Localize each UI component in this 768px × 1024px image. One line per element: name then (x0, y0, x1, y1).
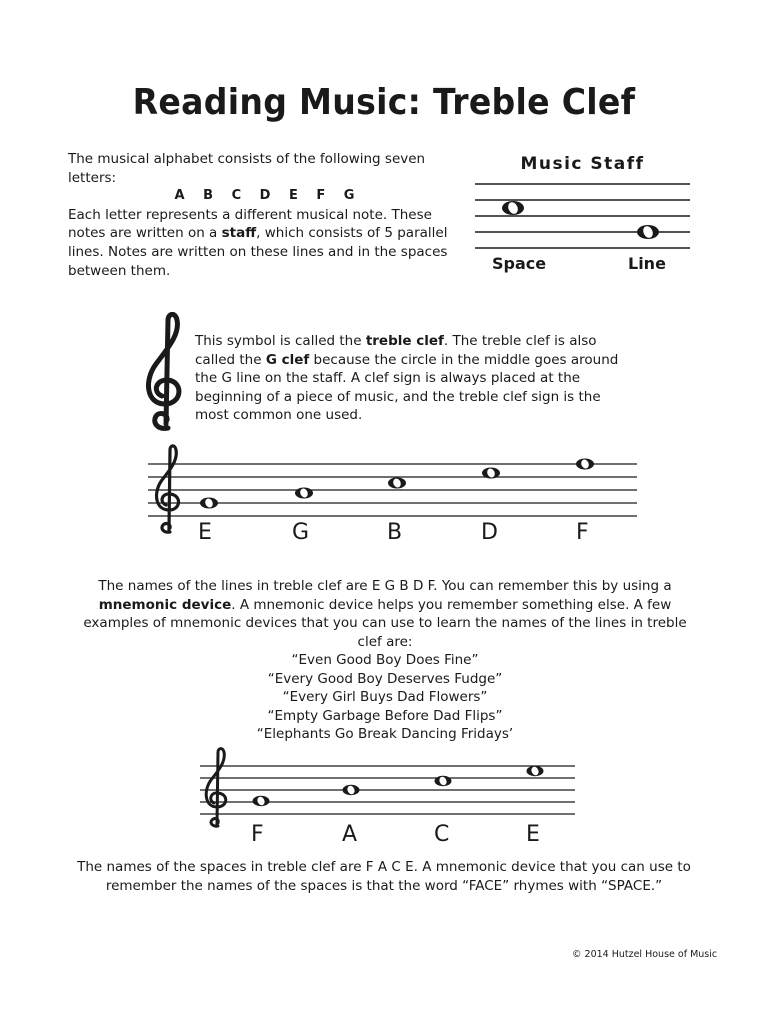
spaces-staff (190, 744, 580, 829)
line-label: Line (628, 254, 666, 273)
line-note-label: F (576, 520, 589, 545)
note-g (295, 487, 313, 498)
note-c (435, 776, 452, 787)
note-e (527, 766, 544, 777)
mnemonic-item: “Every Good Boy Deserves Fudge” (267, 670, 503, 687)
intro-paragraph (68, 150, 448, 280)
treble-clef-icon (157, 446, 179, 532)
intro-text-a: Each letter represents a different musical note. These notes are written on a (68, 206, 432, 242)
line-note-label: E (198, 520, 212, 545)
space-note (502, 201, 524, 216)
mnemonic-term: mnemonic device (98, 596, 232, 613)
mnemonic-item: “Empty Garbage Before Dad Flips” (267, 707, 503, 724)
clef-treble-term: treble clef (365, 333, 444, 349)
line-note-label: G (292, 520, 310, 545)
space-note-label: A (342, 822, 358, 847)
mnemonic-item: “Every Girl Buys Dad Flowers” (282, 689, 488, 706)
music-staff-diagram (470, 150, 695, 280)
space-label: Space (492, 254, 547, 273)
space-note-label: E (526, 822, 540, 847)
mnemonic-list (70, 651, 700, 744)
music-staff-title: Music Staff (520, 154, 645, 174)
treble-clef-icon (138, 312, 192, 434)
space-note-label: C (434, 822, 450, 847)
space-note-label: F (251, 822, 264, 847)
intro-line1: The musical alphabet consists of the following seven letters: (68, 151, 426, 186)
line-note-label: B (387, 520, 403, 545)
note-a (343, 785, 360, 796)
clef-text-a: This symbol is called the (195, 333, 366, 349)
clef-paragraph (195, 332, 635, 425)
note-f (253, 796, 270, 807)
mnemonic-item: “Even Good Boy Does Fine” (291, 652, 479, 668)
note-f (576, 458, 594, 469)
musical-alphabet: A B C D E F G (174, 188, 362, 204)
copyright-footer: © 2014 Hutzel House of Music (572, 949, 718, 960)
lines-text-a: The names of the lines in treble clef are E G B D F. You can remember this by using a (98, 578, 672, 594)
clef-text-c: because the circle in the middle goes around the G line on the staff. A clef sign is always placed at the beginning of a piece of music, and the treble clef sign is the most common one used. (195, 351, 619, 424)
clef-text-b: . The treble clef is also called the (195, 333, 597, 368)
note-b (388, 477, 406, 488)
clef-g-term: G clef (265, 351, 310, 368)
line-note (637, 225, 659, 240)
intro-text-c: , which consists of 5 parallel lines. Notes are written on these lines and in the spaces between them. (68, 225, 448, 279)
line-note-label: D (481, 520, 498, 545)
lines-paragraph (70, 577, 700, 651)
note-e (200, 497, 218, 508)
spaces-paragraph: The names of the spaces in treble clef are F A C E. A mnemonic device that you can use to remember the names of the spaces is that the word “FACE” rhymes with “SPACE.” (77, 859, 691, 894)
lines-text-b: . A mnemonic device helps you remember something else. A few examples of mnemonic devices that you can use to learn the names of the lines in treble clef are: (83, 596, 687, 650)
mnemonic-item: “Elephants Go Break Dancing Fridays’ (256, 726, 514, 743)
intro-staff-term: staff (221, 225, 257, 242)
page-title: Reading Music: Treble Clef (132, 82, 636, 123)
